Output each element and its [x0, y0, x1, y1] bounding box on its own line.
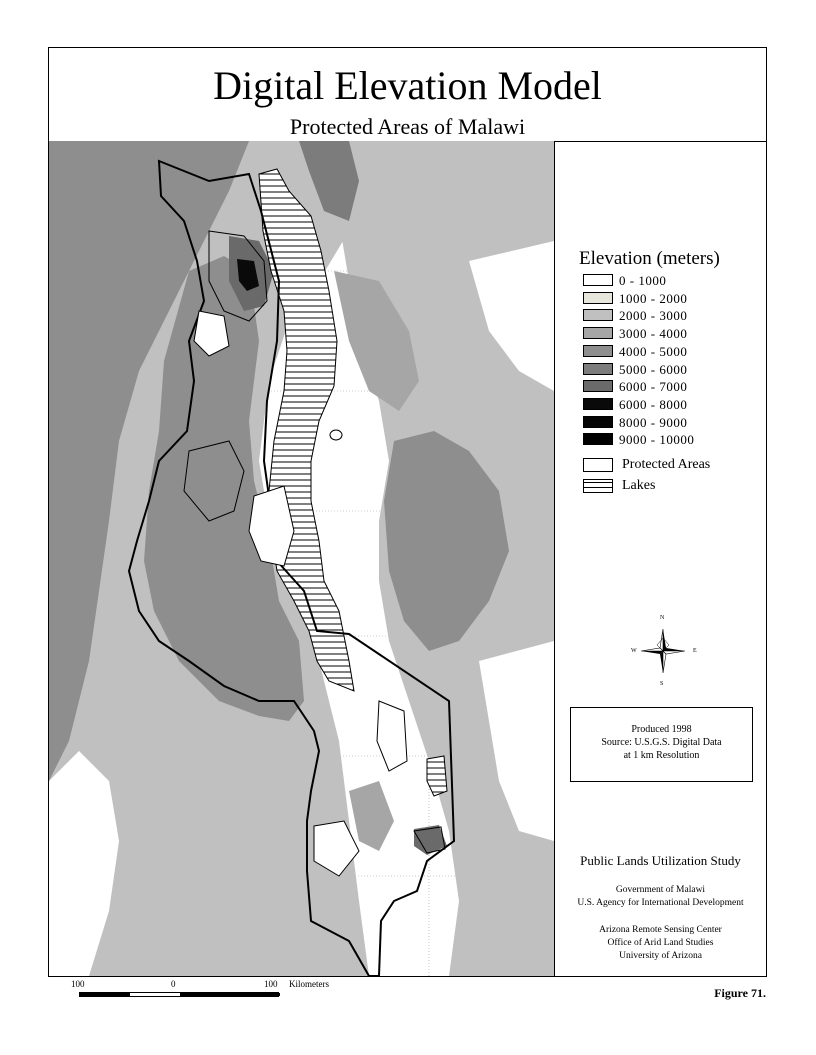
credit-line-ua: University of Arizona — [619, 951, 702, 961]
map-frame — [48, 47, 767, 989]
legend-class-label: 3000 - 4000 — [619, 326, 688, 342]
legend-swatch — [583, 380, 613, 392]
scale-label-right: 100 — [264, 979, 278, 989]
legend-swatch — [583, 274, 613, 286]
north-arrow-icon — [633, 621, 693, 681]
compass-s: S — [660, 681, 664, 687]
legend-panel — [555, 141, 766, 976]
legend-class-label: 1000 - 2000 — [619, 290, 688, 306]
lakes-label: Lakes — [622, 478, 656, 493]
study-title: Public Lands Utilization Study — [580, 853, 741, 868]
title-block — [49, 48, 766, 142]
legend-class-label: 6000 - 8000 — [619, 396, 688, 412]
compass-e: E — [693, 648, 697, 654]
figure-label: Figure 71. — [714, 986, 766, 1000]
legend-swatch — [583, 398, 613, 410]
legend-swatch — [583, 345, 613, 357]
credit-line-usaid: U.S. Agency for International Development — [577, 898, 744, 908]
lakes-swatch — [583, 479, 613, 493]
scale-label-left: 100 — [71, 979, 85, 989]
info-line-2: Source: U.S.G.S. Digital Data — [601, 737, 722, 748]
legend-class-label: 9000 - 10000 — [619, 432, 695, 448]
legend-swatch — [583, 327, 613, 339]
map-subtitle: Protected Areas of Malawi — [289, 114, 526, 139]
legend-class-label: 5000 - 6000 — [619, 361, 688, 377]
map-title: Digital Elevation Model — [213, 63, 602, 108]
legend-class-label: 8000 - 9000 — [619, 414, 688, 430]
scale-units: Kilometers — [289, 979, 329, 989]
compass-w: W — [631, 648, 637, 654]
elevation-map[interactable] — [49, 141, 554, 976]
credit-line-oals: Office of Arid Land Studies — [607, 938, 714, 948]
legend-class-label: 2000 - 3000 — [619, 308, 688, 324]
legend-swatch — [583, 292, 613, 304]
protected-swatch — [583, 458, 613, 472]
compass-n: N — [660, 615, 665, 621]
legend-class-label: 4000 - 5000 — [619, 343, 688, 359]
credit-line-arsc: Arizona Remote Sensing Center — [599, 925, 722, 935]
legend-swatch — [583, 433, 613, 445]
protected-label: Protected Areas — [622, 457, 711, 472]
map-canvas[interactable] — [49, 141, 555, 989]
scale-bar — [71, 979, 351, 1009]
legend-class-label: 0 - 1000 — [619, 273, 667, 288]
info-line-1: Produced 1998 — [631, 724, 692, 735]
info-line-3: at 1 km Resolution — [623, 750, 700, 761]
legend-title: Elevation (meters) — [579, 248, 720, 269]
lake-islands — [330, 430, 342, 440]
scale-bar-graphic — [79, 992, 279, 997]
credits-government — [555, 884, 766, 910]
legend-swatch — [583, 416, 613, 428]
credit-line-government: Government of Malawi — [615, 885, 706, 895]
legend-swatch — [583, 363, 613, 375]
compass-rose — [631, 615, 697, 687]
credits-arizona — [555, 924, 766, 963]
legend-swatch — [583, 309, 613, 321]
legend-class-label: 6000 - 7000 — [619, 379, 688, 395]
source-info-box — [570, 707, 753, 782]
scale-label-mid: 0 — [171, 979, 176, 989]
